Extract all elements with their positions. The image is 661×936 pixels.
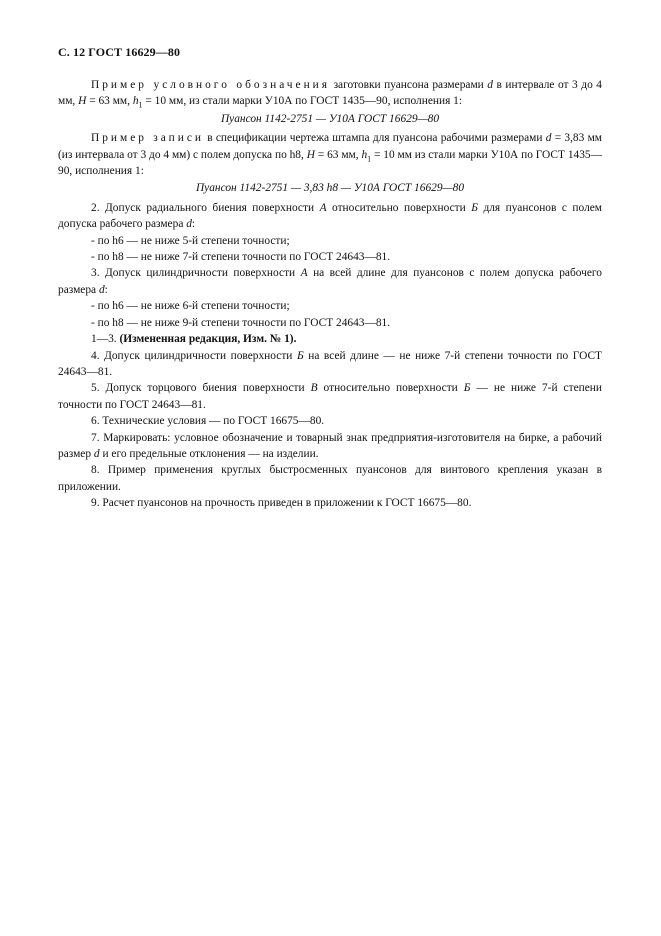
text: и его предельные отклонения — на изделии. xyxy=(99,447,319,460)
list-item: - по h6 — не ниже 6-й степени точности; xyxy=(91,300,290,313)
list-item: - по h8 — не ниже 7-й степени точности по ГОСТ 24643—81. xyxy=(91,251,391,264)
paragraph-2 xyxy=(58,200,602,233)
text: в спецификации чертежа штампа для пуансона рабочими размерами xyxy=(203,132,546,145)
paragraph-4 xyxy=(58,348,602,381)
text: 4. Допуск цилиндричности поверхности xyxy=(91,349,297,362)
symbol-h: h xyxy=(132,95,139,108)
text: = 63 мм, xyxy=(86,95,133,108)
example-record-paragraph xyxy=(58,130,602,179)
paragraph-6: 6. Технические условия — по ГОСТ 16675—80. xyxy=(91,415,325,428)
text: 7. Маркировать: условное обозначение и товарный знак предприятия-изготовителя на бирке, а рабочий размер xyxy=(58,431,602,460)
list-item: - по h6 — не ниже 5-й степени точности; xyxy=(91,234,290,247)
text: на всей длине для пуансонов с полем допуска рабочего размера xyxy=(58,267,603,296)
text: относительно поверхности xyxy=(317,382,464,395)
paragraph-3 xyxy=(58,265,602,298)
subscript: 1 xyxy=(138,100,143,110)
symbol-A: А xyxy=(300,267,308,280)
text: 1—3. xyxy=(91,333,120,346)
symbol-d: d xyxy=(487,79,493,91)
example-designation-paragraph xyxy=(58,77,602,110)
edition-bold: (Измененная редакция, Изм. № 1). xyxy=(119,333,297,346)
symbol-d: d xyxy=(545,132,552,145)
text: : xyxy=(104,283,108,296)
text: 2. Допуск радиального биения поверхности xyxy=(91,201,320,214)
paragraph-5 xyxy=(58,380,602,413)
paragraph-8: 8. Пример применения круглых быстросменных пуансонов для винтового крепления указан в приложении. xyxy=(58,464,602,493)
edition-note xyxy=(58,331,602,347)
symbol-d: d xyxy=(186,218,192,231)
paragraph-9: 9. Расчет пуансонов на прочность приведен в приложении к ГОСТ 16675—80. xyxy=(91,497,472,510)
spaced-heading: Пример условного обозначения xyxy=(91,79,331,91)
record-formula: Пуансон 1142-2751 — 3,83 h8 — У10А ГОСТ 16629—80 xyxy=(195,182,465,195)
text: заготовки пуансона размерами xyxy=(330,79,488,91)
symbol-B: Б xyxy=(471,201,478,214)
text: = 63 мм, xyxy=(314,148,362,161)
symbol-V: В xyxy=(310,382,318,395)
symbol-d: d xyxy=(98,283,105,296)
text: 3. Допуск цилиндричности поверхности xyxy=(91,267,301,280)
symbol-A: А xyxy=(319,201,327,214)
designation-formula: Пуансон 1142-2751 — У10А ГОСТ 16629—80 xyxy=(220,112,440,125)
text: на всей длине — не ниже 7-й степени точности по ГОСТ 24643—81. xyxy=(58,349,603,378)
paragraph-7 xyxy=(58,430,602,463)
text: в интервале от 3 до 4 мм, xyxy=(58,79,602,108)
text: = 3,83 мм (из интервала от 3 до 4 мм) с полем допуска по h8, xyxy=(58,132,602,161)
text: 5. Допуск торцового биения поверхности xyxy=(91,382,311,395)
list-item: - по h8 — не ниже 9-й степени точности по ГОСТ 24643—81. xyxy=(91,316,391,329)
text: относительно поверхности xyxy=(326,201,472,214)
symbol-B: Б xyxy=(463,382,471,395)
text: = 10 мм, из стали марки У10А по ГОСТ 1435—90, исполнения 1: xyxy=(142,95,463,108)
symbol-H: H xyxy=(78,95,87,108)
page-header: С. 12 ГОСТ 16629—80 xyxy=(58,45,181,59)
spaced-heading: Пример записи xyxy=(91,132,204,145)
symbol-B: Б xyxy=(296,349,304,362)
symbol-d: d xyxy=(93,447,100,460)
text: = 10 мм из стали марки У10А по ГОСТ 1435—90, исполнения 1: xyxy=(58,148,602,178)
text: : xyxy=(191,218,196,231)
text: — не ниже 7-й степени точности по ГОСТ 24643—81. xyxy=(58,382,602,411)
document-body xyxy=(58,77,602,512)
text: для пуансонов с полем допуска рабочего размера xyxy=(58,201,603,231)
subscript: 1 xyxy=(367,153,372,163)
symbol-h: h xyxy=(361,148,368,161)
symbol-H: H xyxy=(306,148,315,161)
